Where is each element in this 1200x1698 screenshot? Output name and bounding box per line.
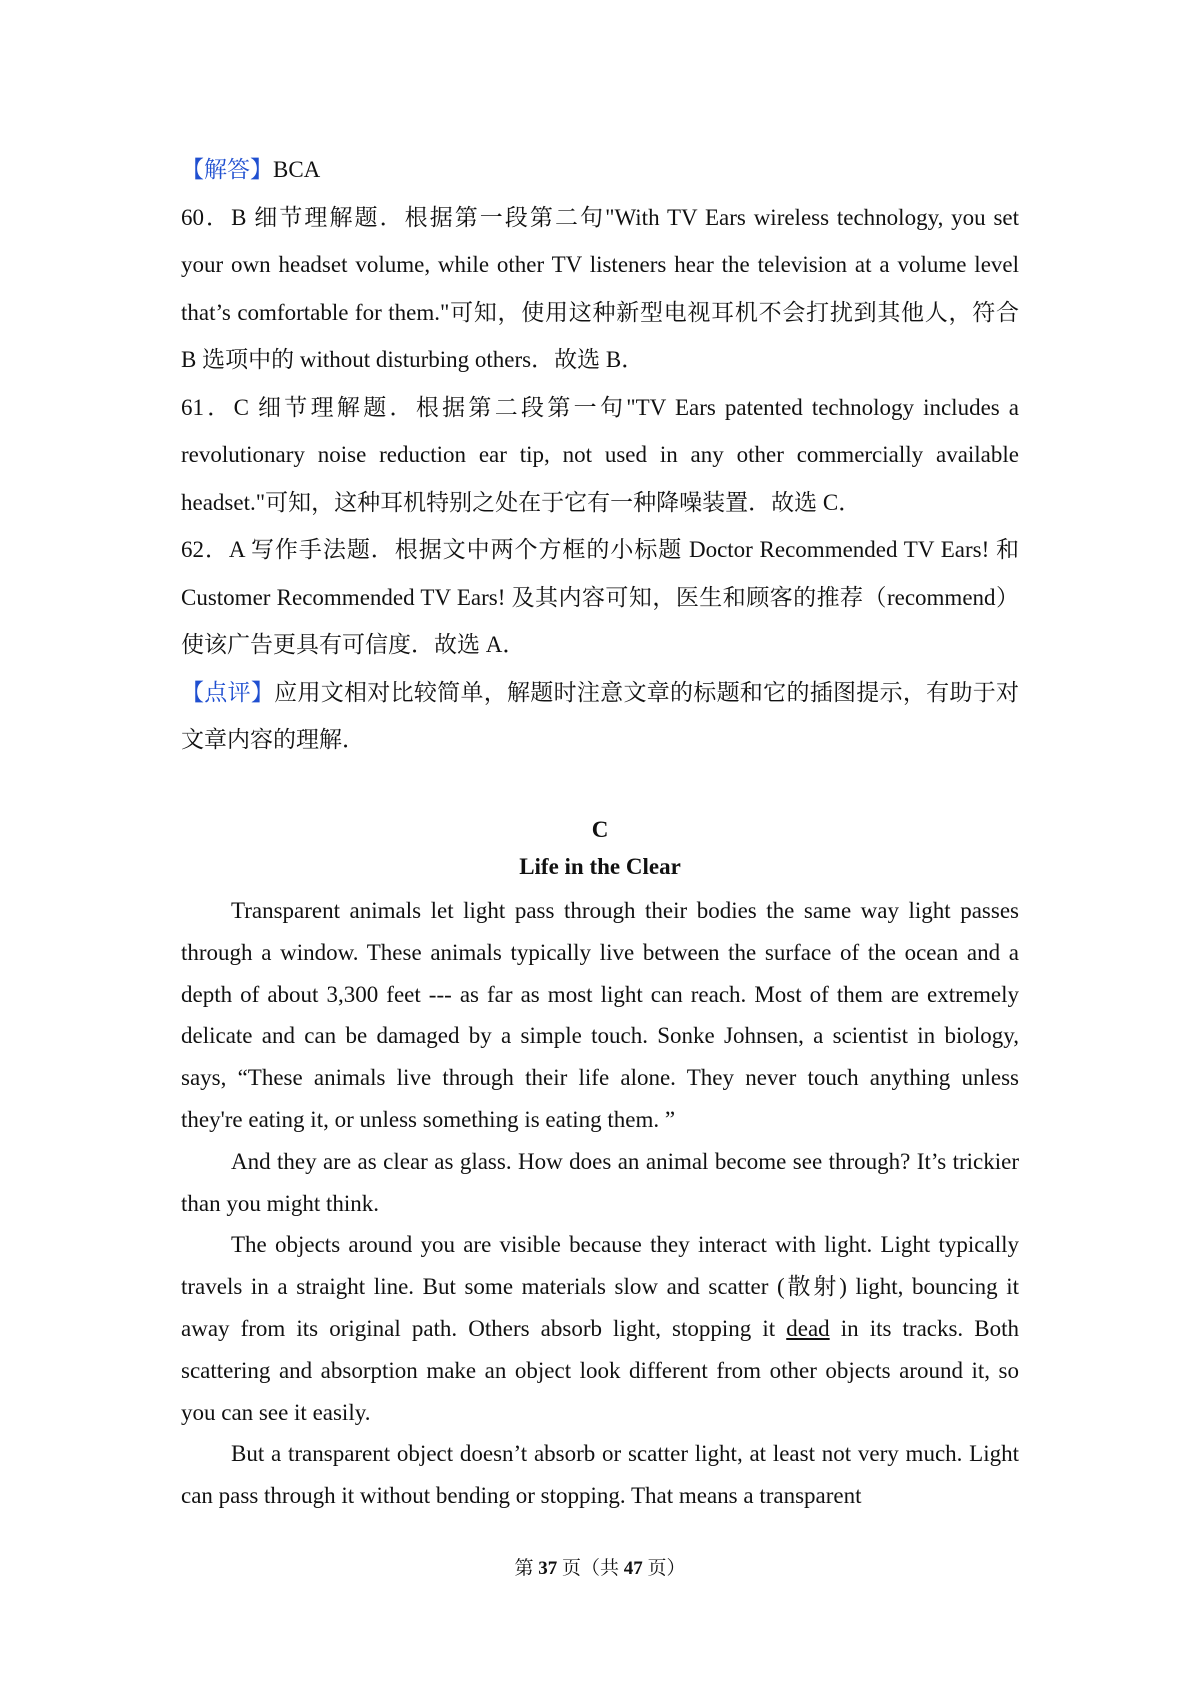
article-paragraph-3 <box>181 1224 1019 1433</box>
answer-section <box>181 146 1019 764</box>
article-body <box>181 890 1019 1517</box>
footer-middle: 页（共 <box>557 1558 624 1579</box>
explanation-62: 62．A 写作手法题．根据文中两个方框的小标题 Doctor Recommended TV Ears! 和 Customer Recommended TV Ears! 及其内容可知，医生和顾客的推荐（recommend）使该广告更具有可信度．故选 A． <box>181 537 1019 657</box>
answer-tag: 【解答】 <box>181 157 273 182</box>
footer-suffix: 页） <box>642 1558 686 1579</box>
explanation-60: 60．B 细节理解题．根据第一段第二句"With TV Ears wireless technology, you set your own headset volume, while other TV listeners hear the television at a volume level that’s comfortable for them."可知，使用这种新型电视耳机不会打扰到其他人，符合 B 选项中的 without disturbing others．故选 B． <box>181 204 1019 372</box>
paragraph-3-text-a: The objects around you are visible because they interact with light. Light typically travels in a straight line. But some materials slow and scatter (散射) light, bouncing it away from its original path. Others absorb light, stopping it <box>181 1232 1019 1341</box>
article-paragraph-1: Transparent animals let light pass through their bodies the same way light passes through a window. These animals typically live between the surface of the ocean and a depth of about 3,300 feet --- as far as most light can reach. Most of them are extremely delicate and can be damaged by a simple touch. Sonke Johnsen, a scientist in biology, says, “These animals live through their life alone. They never touch anything unless they're eating it, or unless something is eating them. ” <box>181 898 1019 1132</box>
article-paragraph-4: But a transparent object doesn’t absorb or scatter light, at least not very much. Light can pass through it without bending or stopping. That means a transparent <box>181 1441 1019 1509</box>
comment-text: 应用文相对比较简单，解题时注意文章的标题和它的插图提示，有助于对文章内容的理解． <box>181 679 1020 752</box>
answer-line <box>181 146 1019 194</box>
paragraph-3-text-b: in its tracks. Both scattering and absorption make an object look different from other objects around it, so you can see it easily. <box>181 1315 1019 1425</box>
total-pages-number: 47 <box>623 1558 643 1579</box>
current-page-number: 37 <box>538 1558 558 1579</box>
answer-value: BCA <box>273 157 321 182</box>
article-title: Life in the Clear <box>519 854 681 879</box>
comment-line <box>181 669 1019 764</box>
article-paragraph-2: And they are as clear as glass. How does an animal become see through? It’s trickier than you might think. <box>181 1148 1019 1216</box>
explanation-61: 61．C 细节理解题．根据第二段第一句"TV Ears patented technology includes a revolutionary noise reduction ear tip, not used in any other commercially available headset."可知，这种耳机特别之处在于它有一种降噪装置．故选 C． <box>181 394 1019 515</box>
page-footer <box>0 1553 1200 1580</box>
section-letter: C <box>591 817 609 842</box>
comment-tag: 【点评】 <box>181 679 275 705</box>
footer-prefix: 第 <box>514 1558 539 1579</box>
underlined-word: dead <box>786 1315 830 1341</box>
